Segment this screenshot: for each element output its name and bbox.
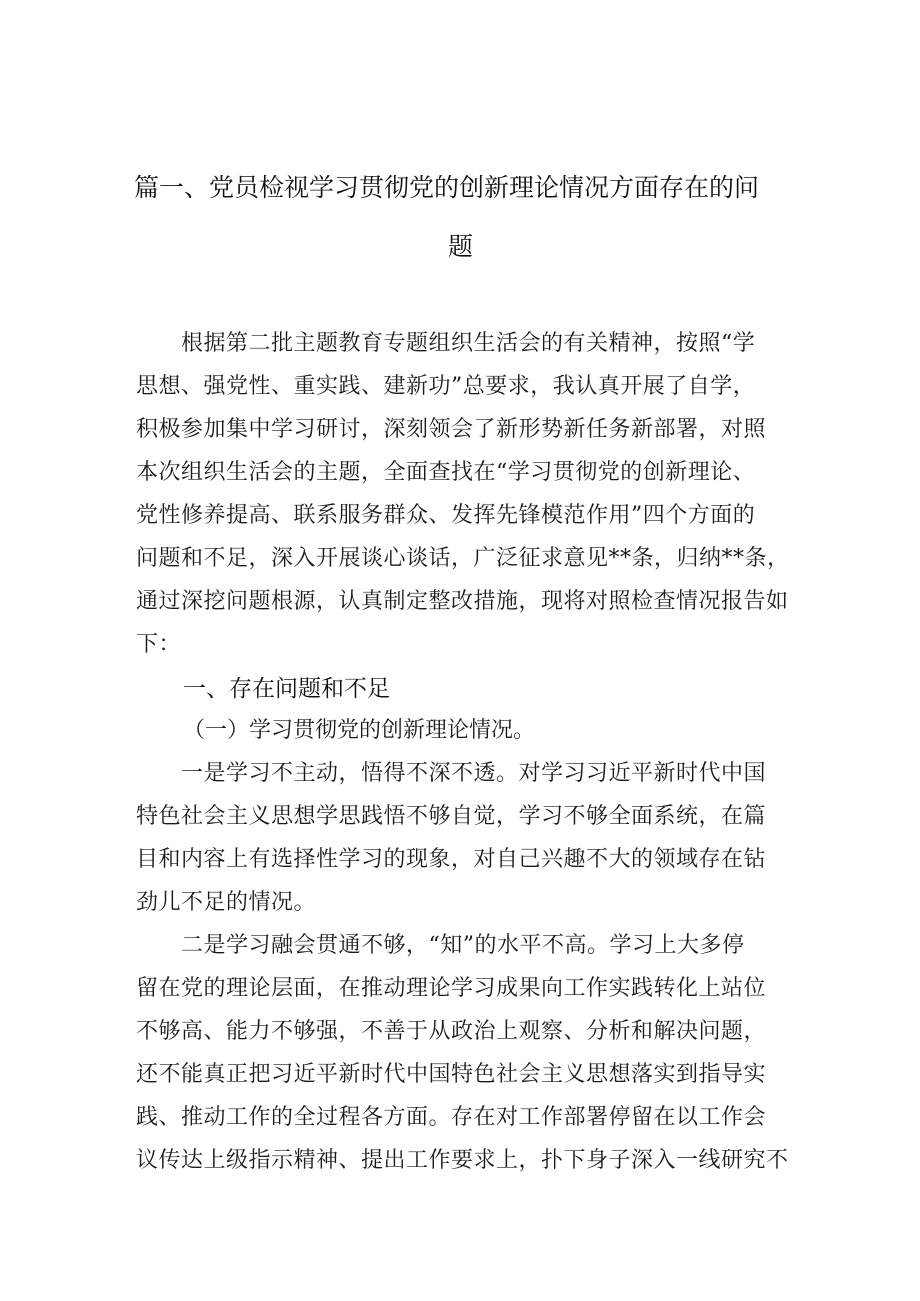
paragraph-line: 一是学习不主动，悟得不深不透。对学习习近平新时代中国 (136, 761, 767, 786)
intro-line: 通过深挖问题根源，认真制定整改措施，现将对照检查情况报告如 (136, 589, 789, 614)
intro-line: 下： (136, 632, 182, 657)
paragraph-line: 不够高、能力不够强，不善于从政治上观察、分析和解决问题， (136, 1019, 767, 1044)
intro-line: 问题和不足，深入开展谈心谈话，广泛征求意见**条，归纳**条， (136, 546, 790, 571)
paragraph-line: 目和内容上有选择性学习的现象，对自己兴趣不大的领域存在钻 (136, 847, 767, 872)
paragraph-line: 践、推动工作的全过程各方面。存在对工作部署停留在以工作会 (136, 1105, 767, 1130)
paragraph-line: 还不能真正把习近平新时代中国特色社会主义思想落实到指导实 (136, 1062, 767, 1087)
intro-line: 本次组织生活会的主题，全面查找在“学习贯彻党的创新理论、 (136, 460, 756, 485)
document-title-line-2: 题 (448, 232, 474, 261)
paragraph-line: 议传达上级指示精神、提出工作要求上，扑下身子深入一线研究不 (136, 1148, 789, 1173)
intro-line: 思想、强党性、重实践、建新功”总要求，我认真开展了自学， (136, 374, 756, 399)
intro-line: 根据第二批主题教育专题组织生活会的有关精神，按照“学 (136, 331, 756, 356)
paragraph-line: 特色社会主义思想学思践悟不够自觉，学习不够全面系统，在篇 (136, 804, 767, 829)
section-heading: 一、存在问题和不足 (183, 676, 390, 702)
intro-line: 积极参加集中学习研讨，深刻领会了新形势新任务新部署，对照 (136, 417, 767, 442)
paragraph-line: 留在党的理论层面，在推动理论学习成果向工作实践转化上站位 (136, 976, 767, 1001)
paragraph-line: 二是学习融会贯通不够，“知”的水平不高。学习上大多停 (136, 933, 745, 958)
paragraph-line: 劲儿不足的情况。 (136, 890, 317, 915)
subsection-heading: （一）学习贯彻党的创新理论情况。 (183, 718, 536, 743)
intro-line: 党性修养提高、联系服务群众、发挥先锋模范作用”四个方面的 (136, 503, 756, 528)
document-title-line-1: 篇一、党员检视学习贯彻党的创新理论情况方面存在的问 (134, 173, 760, 202)
